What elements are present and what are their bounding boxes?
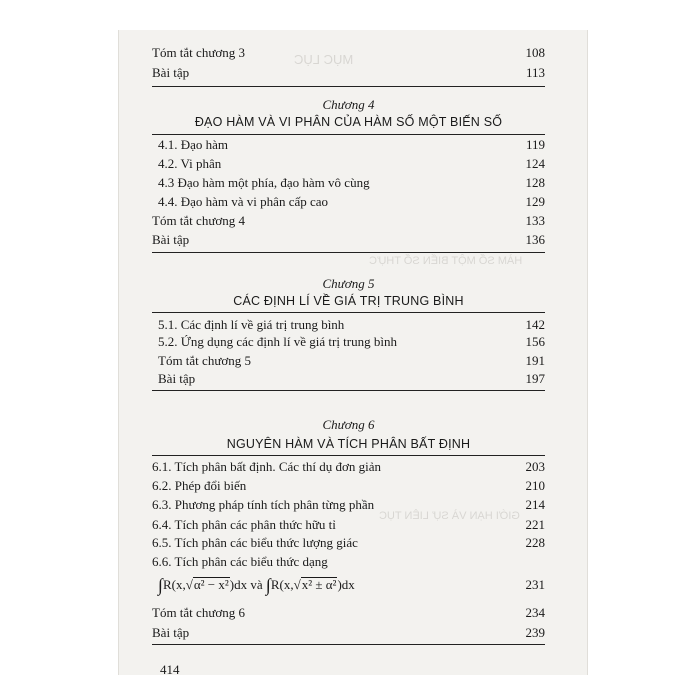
formula-part: )dx xyxy=(337,577,355,592)
formula-part: R(x, xyxy=(270,577,294,592)
toc-page: 231 xyxy=(525,577,545,592)
toc-page: 124 xyxy=(525,156,545,171)
toc-page: 108 xyxy=(525,45,545,60)
toc-title: Bài tập xyxy=(152,232,190,247)
toc-title: 4.4. Đạo hàm và vi phân cấp cao xyxy=(158,194,329,209)
toc-row[interactable] xyxy=(152,193,545,211)
toc-page: 133 xyxy=(525,213,545,228)
divider xyxy=(152,86,545,87)
toc-title: 4.1. Đạo hàm xyxy=(158,137,229,152)
toc-title: Tóm tắt chương 6 xyxy=(152,605,245,620)
page-number: 414 xyxy=(160,662,180,677)
toc-page: 128 xyxy=(525,175,545,190)
toc-row[interactable] xyxy=(152,64,545,82)
show-through-text: HÀM SỐ MỘT BIẾN SỐ THỰC xyxy=(369,255,523,267)
toc-title: 4.3 Đạo hàm một phía, đạo hàm vô cùng xyxy=(158,175,370,190)
toc-page: 156 xyxy=(525,334,545,349)
toc-row[interactable] xyxy=(152,155,545,173)
toc-title: Bài tập xyxy=(158,371,196,386)
toc-row[interactable] xyxy=(152,477,545,495)
chapter-label: Chương 6 xyxy=(322,417,375,432)
toc-title: Bài tập xyxy=(152,625,190,640)
toc-row[interactable] xyxy=(152,316,545,334)
divider xyxy=(152,134,545,135)
toc-row[interactable] xyxy=(152,44,545,62)
toc-title: Tóm tắt chương 3 xyxy=(152,45,245,60)
toc-title: 4.2. Vi phân xyxy=(158,156,222,171)
integral-formula xyxy=(158,574,355,596)
chapter-label: Chương 5 xyxy=(322,276,375,291)
toc-page: 191 xyxy=(525,353,545,368)
toc-page: 239 xyxy=(525,625,545,640)
toc-row[interactable] xyxy=(152,136,545,154)
toc-row[interactable] xyxy=(152,496,545,514)
toc-row[interactable] xyxy=(152,370,545,388)
chapter-title: CÁC ĐỊNH LÍ VỀ GIÁ TRỊ TRUNG BÌNH xyxy=(233,294,464,308)
divider xyxy=(152,252,545,253)
formula-part: R(x, xyxy=(162,577,186,592)
toc-row[interactable] xyxy=(152,458,545,476)
integral-sign-icon: ∫ xyxy=(265,575,271,595)
toc-page: 210 xyxy=(525,478,545,493)
sqrt-sign-icon: √ xyxy=(293,577,301,592)
chapter-title: ĐẠO HÀM VÀ VI PHÂN CỦA HÀM SỐ MỘT BIẾN SỐ xyxy=(194,115,503,129)
toc-row[interactable] xyxy=(152,604,545,622)
toc-page: 234 xyxy=(525,605,545,620)
toc-formula-row[interactable] xyxy=(152,574,545,596)
toc-title: 5.2. Ứng dụng các định lí về giá trị trung bình xyxy=(158,334,397,349)
show-through-text: GIỚI HẠN VÀ SỰ LIÊN TỤC xyxy=(379,510,520,522)
toc-row[interactable] xyxy=(152,553,545,571)
toc-row[interactable] xyxy=(152,212,545,230)
divider xyxy=(152,455,545,456)
toc-row[interactable] xyxy=(152,333,545,351)
toc-page: 119 xyxy=(525,137,545,152)
toc-title: Tóm tắt chương 5 xyxy=(158,353,251,368)
toc-title: 6.6. Tích phân các biểu thức dạng xyxy=(152,554,328,569)
toc-page: 228 xyxy=(525,535,545,550)
toc-title: 6.1. Tích phân bất định. Các thí dụ đơn giản xyxy=(152,459,382,474)
toc-page: 142 xyxy=(525,317,545,332)
chapter-title: NGUYÊN HÀM VÀ TÍCH PHÂN BẤT ĐỊNH xyxy=(226,437,471,451)
toc-page: 203 xyxy=(525,459,545,474)
divider xyxy=(152,644,545,645)
toc-row[interactable] xyxy=(152,516,545,534)
toc-title: 6.4. Tích phân các phân thức hữu tỉ xyxy=(152,517,336,532)
chapter-label: Chương 4 xyxy=(322,97,375,112)
toc-page: 113 xyxy=(525,65,545,80)
toc-row[interactable] xyxy=(152,624,545,642)
sqrt-sign-icon: √ xyxy=(185,577,193,592)
divider xyxy=(152,390,545,391)
toc-page: 221 xyxy=(525,517,545,532)
formula-radicand: x² ± α² xyxy=(301,577,337,592)
toc-row[interactable] xyxy=(152,352,545,370)
toc-page: 197 xyxy=(525,371,545,386)
integral-sign-icon: ∫ xyxy=(158,575,163,595)
divider xyxy=(152,312,545,313)
toc-row[interactable] xyxy=(152,231,545,249)
formula-radicand: α² − x² xyxy=(193,577,229,592)
toc-title: 6.5. Tích phân các biểu thức lượng giác xyxy=(152,535,358,550)
toc-page: 129 xyxy=(525,194,545,209)
toc-title: Tóm tắt chương 4 xyxy=(152,213,245,228)
formula-part: )dx và xyxy=(229,577,263,592)
toc-page: 214 xyxy=(525,497,545,512)
toc-page: 136 xyxy=(525,232,545,247)
show-through-text: MỤC LỤC xyxy=(294,52,354,67)
toc-row[interactable] xyxy=(152,174,545,192)
toc-title: 6.2. Phép đổi biến xyxy=(152,478,247,493)
toc-title: 5.1. Các định lí về giá trị trung bình xyxy=(158,317,345,332)
toc-title: Bài tập xyxy=(152,65,190,80)
toc-row[interactable] xyxy=(152,534,545,552)
toc-title: 6.3. Phương pháp tính tích phân từng phần xyxy=(152,497,375,512)
